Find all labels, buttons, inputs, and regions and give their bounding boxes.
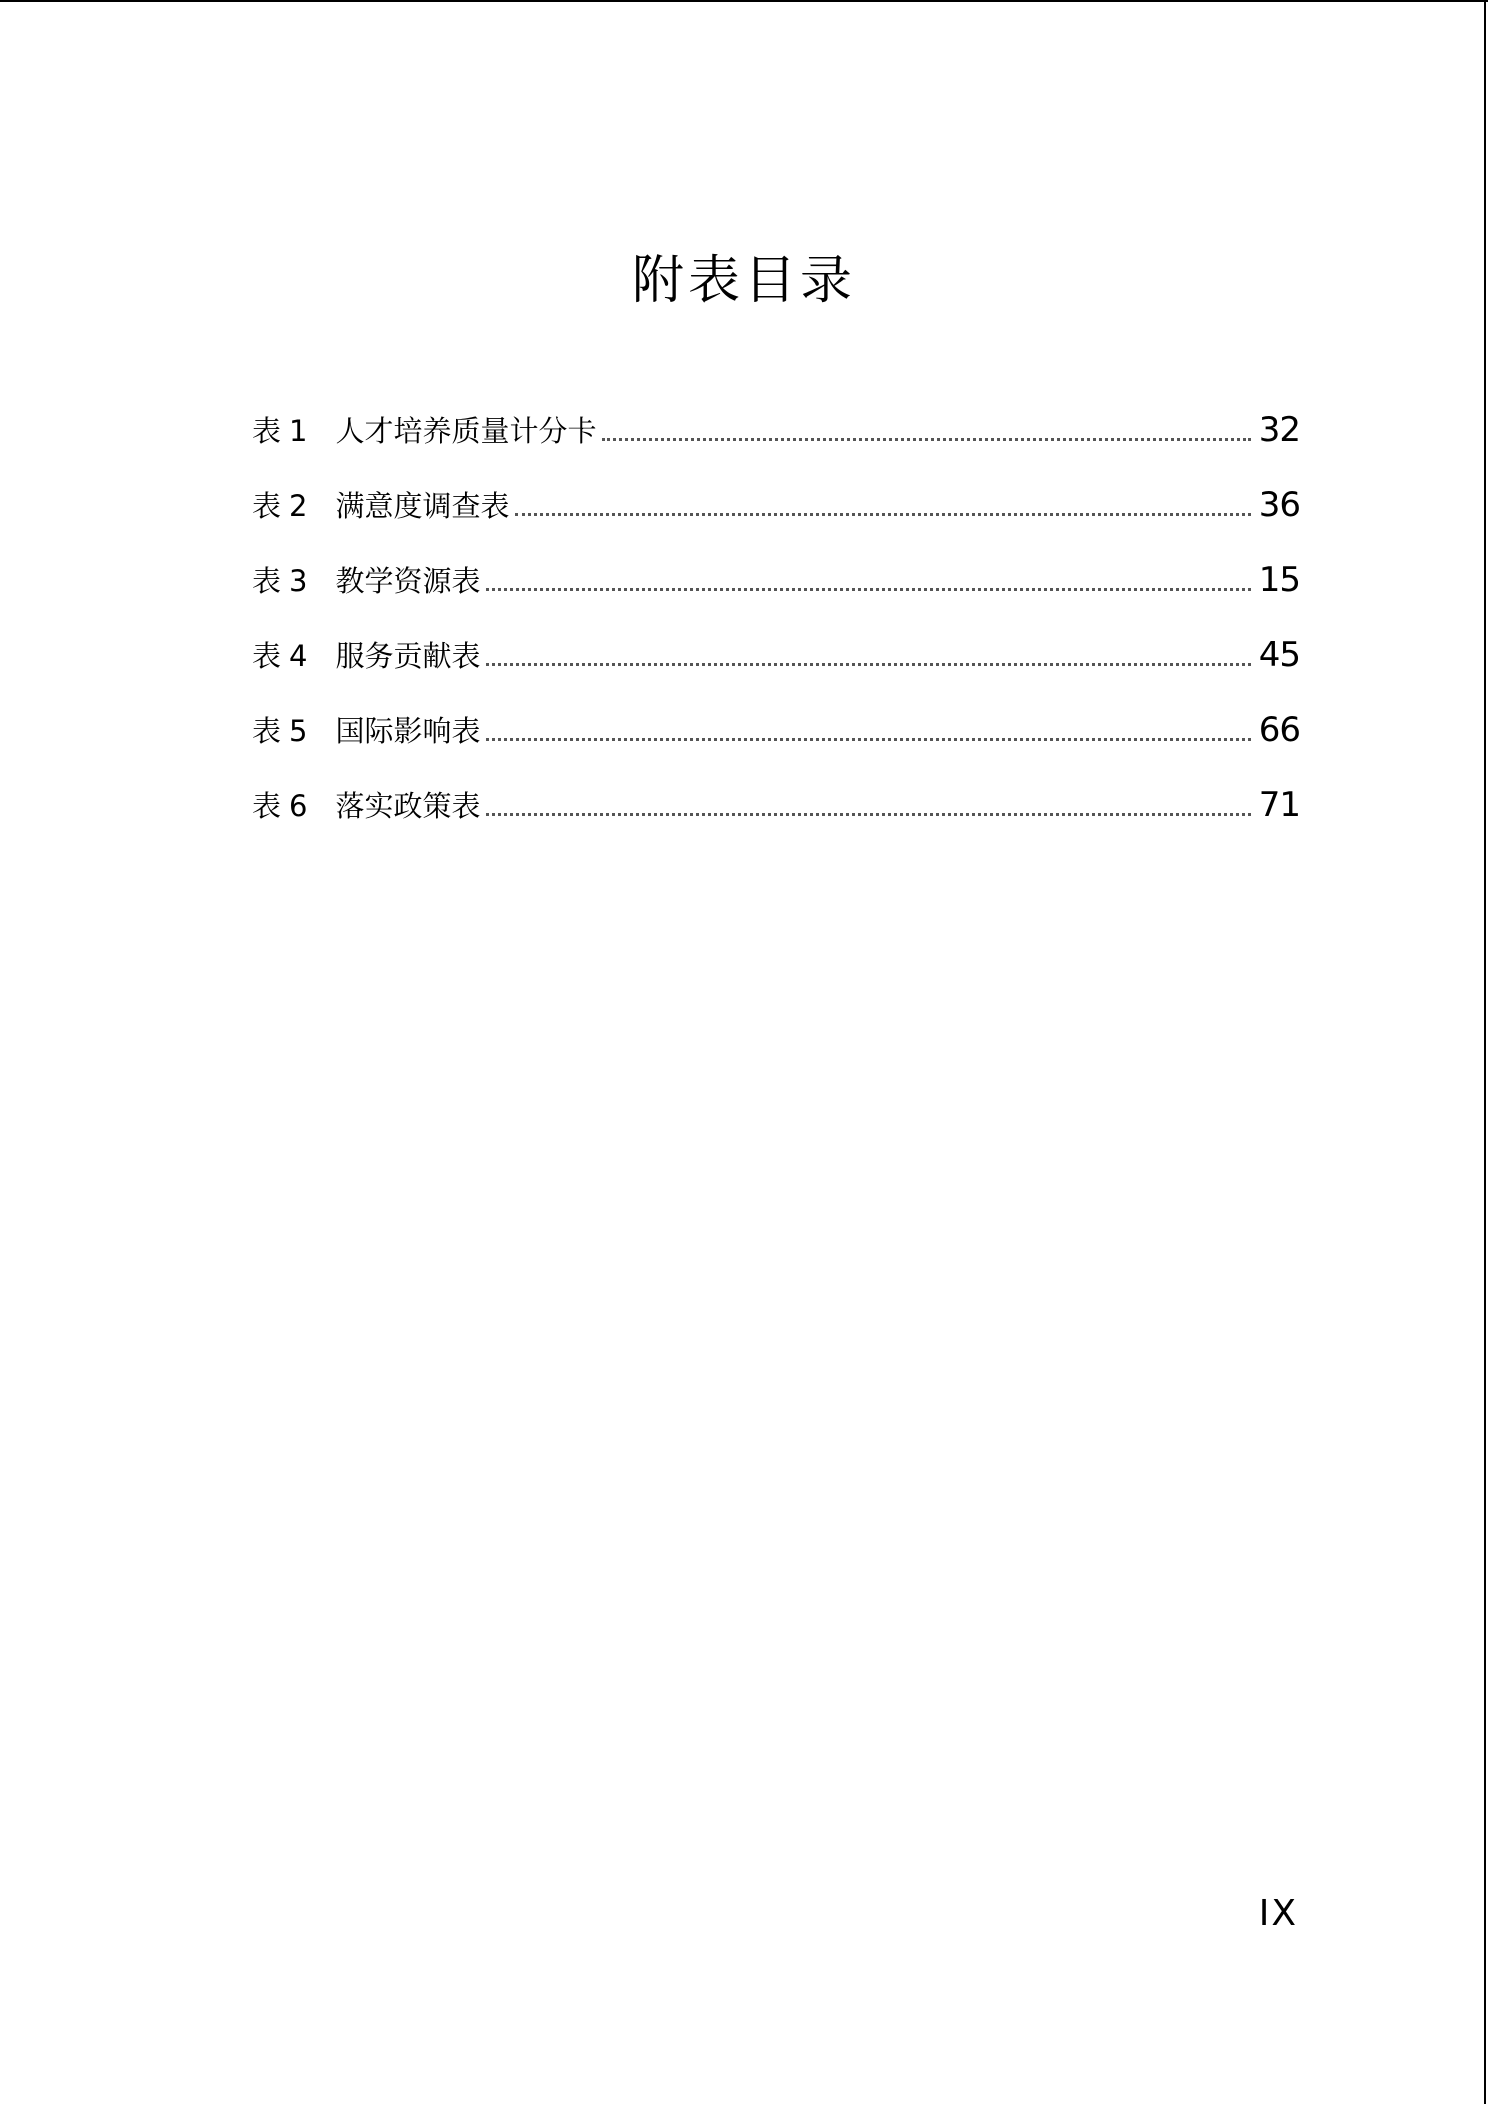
toc-entry[interactable] — [252, 555, 1300, 630]
toc-entry-page: 45 — [1258, 635, 1300, 675]
toc-dot-leader — [602, 438, 1250, 441]
toc-entry-label: 表 — [252, 564, 282, 598]
toc-entry[interactable] — [252, 480, 1300, 555]
toc-dot-leader — [486, 738, 1250, 741]
toc-entry-name: 满意度调查表 — [335, 489, 510, 523]
toc-entry[interactable] — [252, 705, 1300, 780]
page-top-border — [0, 0, 1488, 2]
toc-dot-leader — [486, 588, 1250, 591]
toc-entry-page: 71 — [1258, 785, 1300, 825]
toc-entry-number: 3 — [289, 564, 308, 598]
toc-entry-label: 表 — [252, 639, 282, 673]
toc-entry[interactable] — [252, 405, 1300, 480]
page-number: IX — [1258, 1893, 1298, 1934]
toc-dot-leader — [486, 813, 1250, 816]
toc-dot-leader — [486, 663, 1250, 666]
toc-entry-page: 15 — [1258, 560, 1300, 600]
toc-entry-number: 2 — [289, 489, 308, 523]
toc-entry-label: 表 — [252, 489, 282, 523]
toc-entry-label: 表 — [252, 414, 282, 448]
toc-entry-name: 落实政策表 — [335, 789, 481, 823]
toc-entry-label: 表 — [252, 789, 282, 823]
toc-entry-number: 6 — [289, 789, 308, 823]
toc-entry-name: 人才培养质量计分卡 — [335, 414, 597, 448]
toc-entry[interactable] — [252, 780, 1300, 855]
toc-entry-number: 1 — [289, 414, 308, 448]
page-title: 附表目录 — [631, 251, 856, 311]
toc-entry-number: 5 — [289, 714, 308, 748]
toc-dot-leader — [515, 513, 1250, 516]
toc-entry-name: 服务贡献表 — [335, 639, 481, 673]
toc-entry-page: 36 — [1258, 485, 1300, 525]
toc-entry-number: 4 — [289, 639, 308, 673]
toc-entry[interactable] — [252, 630, 1300, 705]
toc-entry-page: 32 — [1258, 410, 1300, 450]
table-of-contents — [252, 405, 1300, 855]
toc-entry-name: 国际影响表 — [335, 714, 481, 748]
toc-entry-name: 教学资源表 — [335, 564, 481, 598]
toc-entry-page: 66 — [1258, 710, 1300, 750]
toc-entry-label: 表 — [252, 714, 282, 748]
